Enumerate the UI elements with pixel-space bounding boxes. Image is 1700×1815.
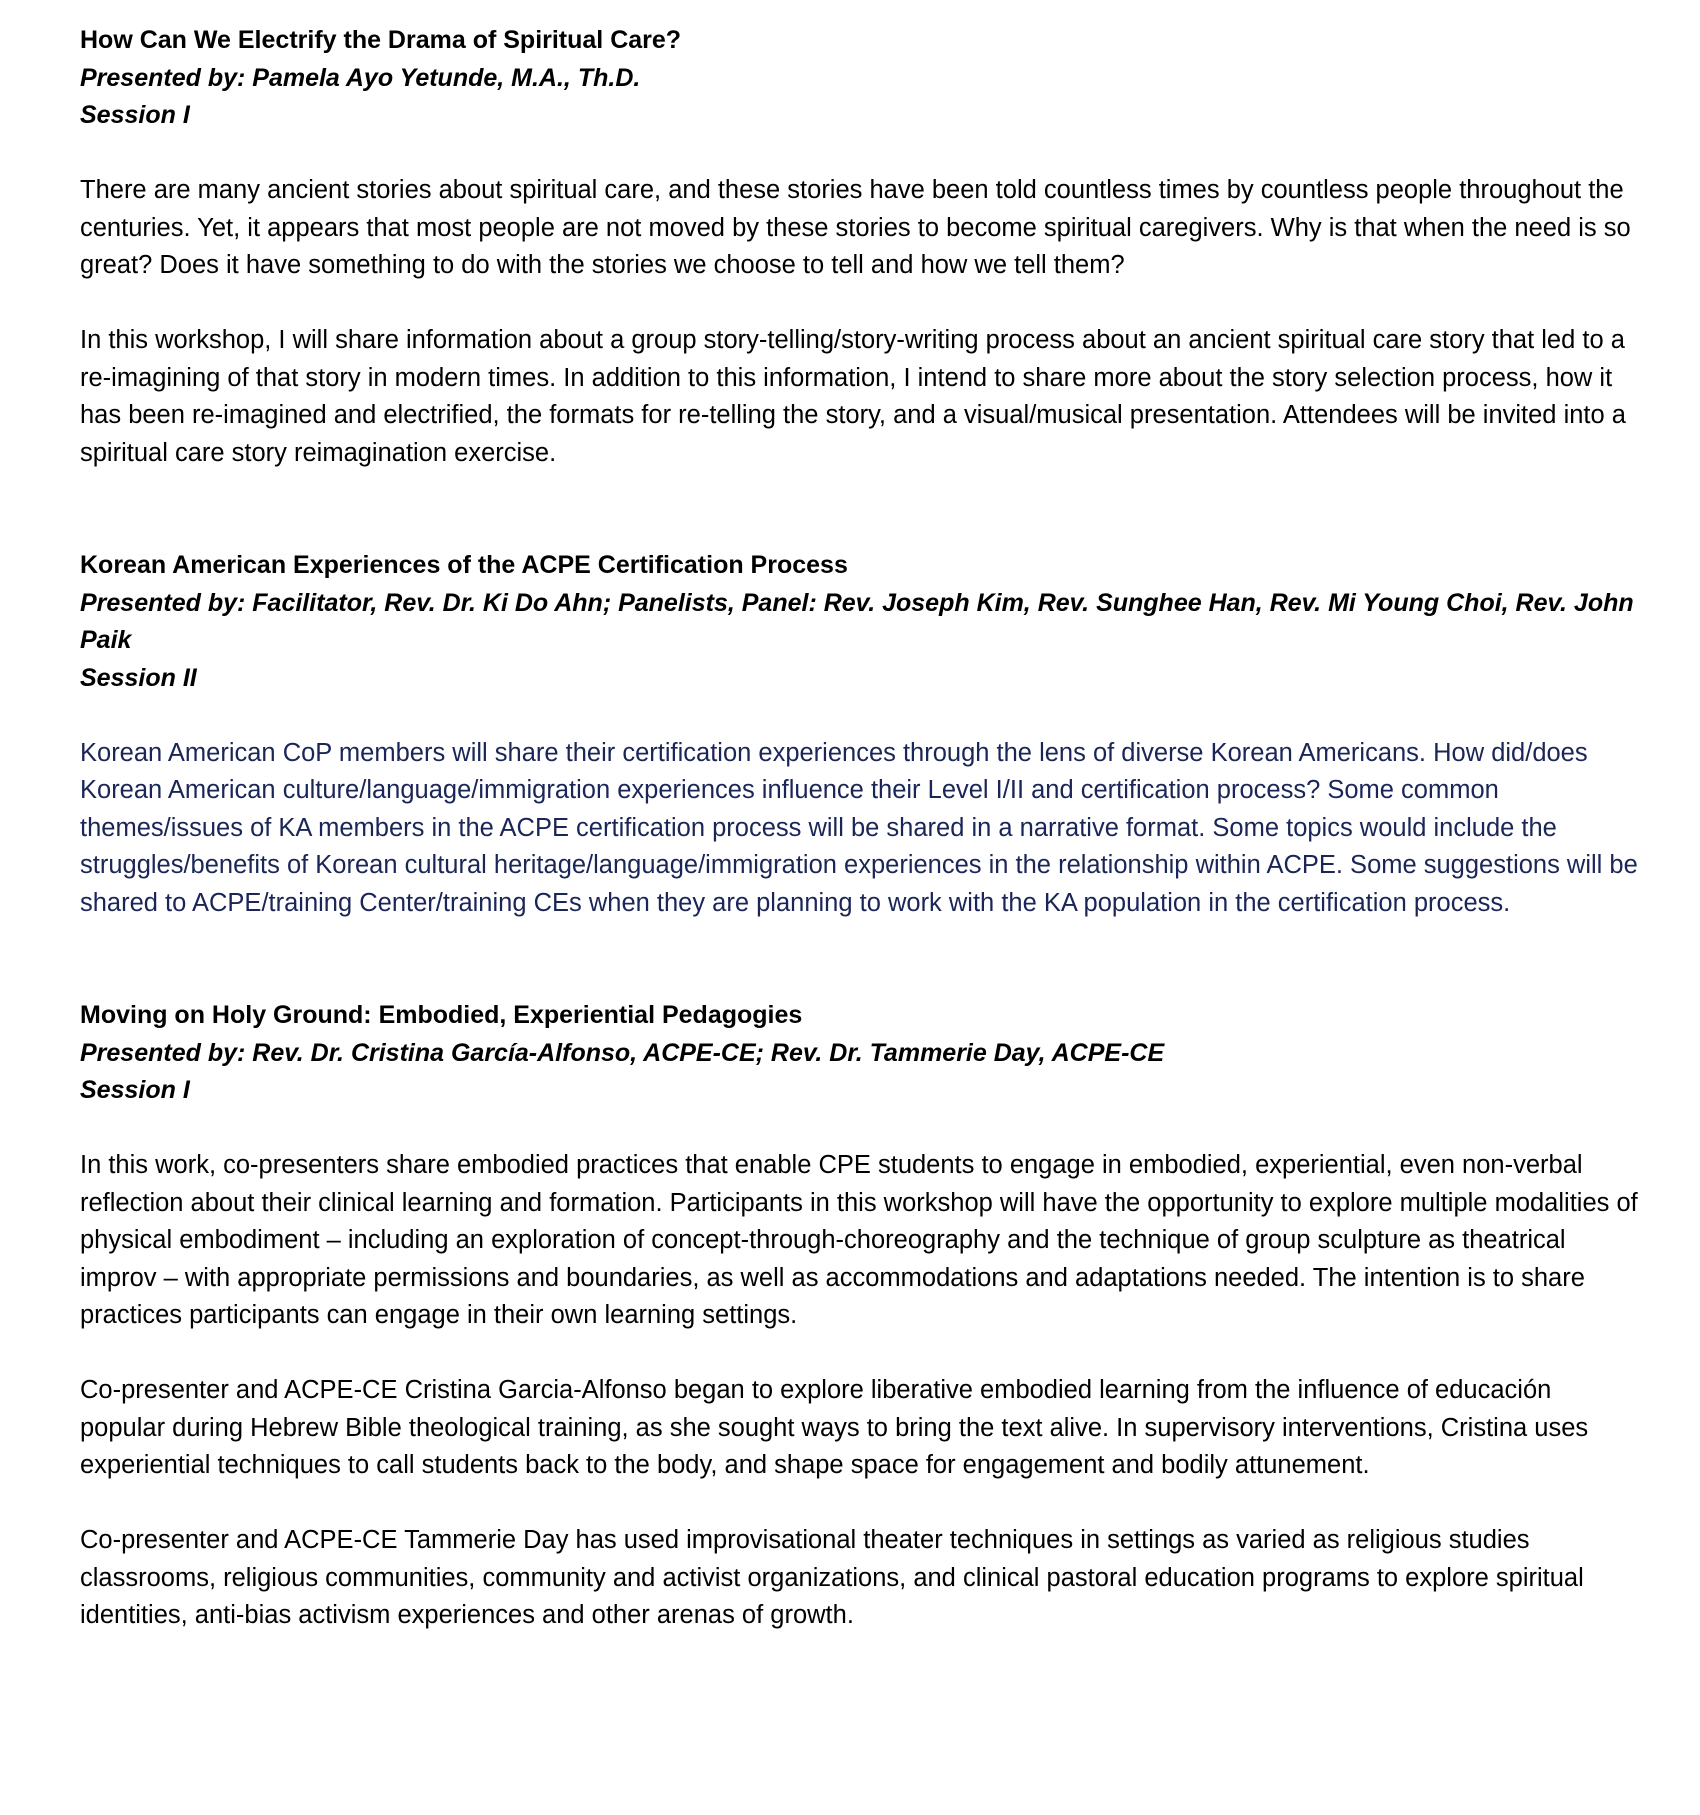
- session-label: Session I: [80, 1076, 190, 1104]
- session-paragraph: There are many ancient stories about spiritual care, and these stories have been told countless times by countless people throughout the centuries. Yet, it appears that most people are not moved by these stories to become spiritual caregivers. Why is that when the need is so great? Does it have something to do with the stories we choose to tell and how we tell them?: [80, 176, 1631, 279]
- session-label: Session I: [80, 101, 190, 129]
- session-presenter: Presented by: Facilitator, Rev. Dr. Ki Do Ahn; Panelists, Panel: Rev. Joseph Kim, Rev. Sunghee Han, Rev. Mi Young Choi, Rev. John Paik: [80, 588, 1634, 654]
- session-electrify-drama: [80, 22, 1640, 472]
- session-paragraph: Korean American CoP members will share their certification experiences through the lens of diverse Korean Americans. How did/does Korean American culture/language/immigration experiences influence their Level I/II and certification process? Some common themes/issues of KA members in the ACPE certification process will be shared in a narrative format. Some topics would include the struggles/benefits of Korean cultural heritage/language/immigration experiences in the relationship within ACPE. Some suggestions will be shared to ACPE/training Center/training CEs when they are planning to work with the KA population in the certification process.: [80, 738, 1638, 917]
- session-presenter: Presented by: Pamela Ayo Yetunde, M.A., Th.D.: [80, 63, 641, 92]
- session-paragraph: Co-presenter and ACPE-CE Tammerie Day has used improvisational theater techniques in settings as varied as religious studies classrooms, religious communities, community and activist organizations, and clinical pastoral education programs to explore spiritual identities, anti-bias activism experiences and other arenas of growth.: [80, 1526, 1584, 1629]
- session-title: Korean American Experiences of the ACPE Certification Process: [80, 551, 848, 579]
- session-label: Session II: [80, 663, 197, 692]
- session-title: Moving on Holy Ground: Embodied, Experiential Pedagogies: [80, 1001, 803, 1029]
- session-paragraph: In this work, co-presenters share embodied practices that enable CPE students to engage in embodied, experiential, even non-verbal reflection about their clinical learning and formation. Participants in this workshop will have the opportunity to explore multiple modalities of physical embodiment – including an exploration of concept-through-choreography and the technique of group sculpture as theatrical improv – with appropriate permissions and boundaries, as well as accommodations and adaptations needed. The intention is to share practices participants can engage in their own learning settings.: [80, 1151, 1638, 1329]
- session-paragraph: Co-presenter and ACPE-CE Cristina Garcia-Alfonso began to explore liberative embodied learning from the influence of educación popular during Hebrew Bible theological training, as she sought ways to bring the text alive. In supervisory interventions, Cristina uses experiential techniques to call students back to the body, and shape space for engagement and bodily attunement.: [80, 1376, 1589, 1479]
- session-title: How Can We Electrify the Drama of Spiritual Care?: [80, 26, 682, 54]
- session-korean-american: [80, 547, 1640, 922]
- session-paragraph: In this workshop, I will share information about a group story-telling/story-writing process about an ancient spiritual care story that led to a re-imagining of that story in modern times. In addition to this information, I intend to share more about the story selection process, how it has been re-imagined and electrified, the formats for re-telling the story, and a visual/musical presentation. Attendees will be invited into a spiritual care story reimagination exercise.: [80, 326, 1626, 467]
- session-presenter: Presented by: Rev. Dr. Cristina García-Alfonso, ACPE-CE; Rev. Dr. Tammerie Day, ACPE-CE: [80, 1038, 1165, 1067]
- document-page: [80, 22, 1640, 1635]
- session-holy-ground: [80, 997, 1640, 1635]
